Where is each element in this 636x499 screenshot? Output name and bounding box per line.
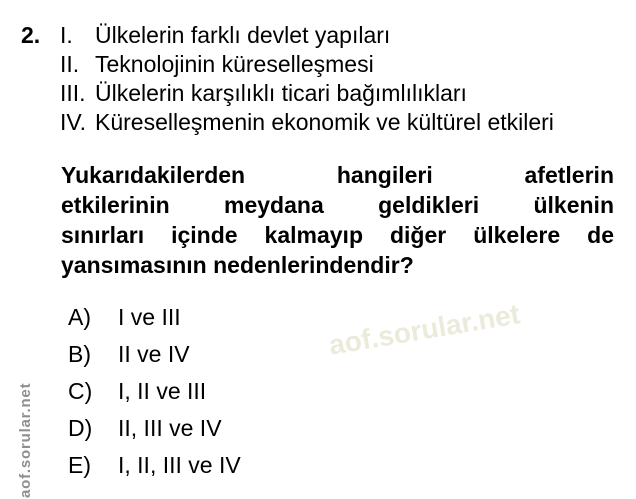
premise-text: Teknolojinin küreselleşmesi <box>95 51 374 77</box>
option-e <box>68 451 241 479</box>
premise-numeral: IV. <box>60 109 87 135</box>
option-a <box>68 303 241 331</box>
option-text: II, III ve IV <box>118 415 222 441</box>
premise-item <box>60 108 554 137</box>
diagonal-watermark: aof.sorular.net <box>326 298 523 361</box>
stem-line: etkilerinin meydana geldikleri ülkenin <box>61 192 614 218</box>
option-b <box>68 340 241 368</box>
option-letter: C) <box>68 378 93 404</box>
option-d <box>68 414 241 442</box>
vertical-watermark: aof.sorular.net <box>17 382 34 498</box>
premise-text: Ülkelerin karşılıklı ticari bağımlılıkları <box>95 80 467 106</box>
premise-numeral: II. <box>60 51 80 77</box>
question-number: 2. <box>21 22 41 48</box>
premise-text: Ülkelerin farklı devlet yapıları <box>95 22 391 48</box>
option-letter: B) <box>68 341 91 367</box>
stem-line: yansımasının nedenlerindendir? <box>61 252 414 278</box>
stem-line: sınırları içinde kalmayıp diğer ülkelere de <box>61 222 614 248</box>
option-letter: D) <box>68 415 93 441</box>
option-letter: E) <box>68 452 91 478</box>
premise-item <box>60 21 554 50</box>
question-stem <box>61 160 614 280</box>
premise-item <box>60 79 554 108</box>
options-list <box>68 303 241 479</box>
option-text: II ve IV <box>118 341 190 367</box>
premise-text: Küreselleşmenin ekonomik ve kültürel etkileri <box>95 109 554 135</box>
stem-line: Yukarıdakilerden hangileri afetlerin <box>61 162 614 188</box>
option-c <box>68 377 241 405</box>
premise-numeral: III. <box>60 80 86 106</box>
option-text: I, II ve III <box>118 378 207 404</box>
option-text: I ve III <box>118 304 181 330</box>
premise-numeral: I. <box>60 22 73 48</box>
option-letter: A) <box>68 304 91 330</box>
option-text: I, II, III ve IV <box>118 452 241 478</box>
premise-list <box>60 21 554 137</box>
premise-item <box>60 50 554 79</box>
